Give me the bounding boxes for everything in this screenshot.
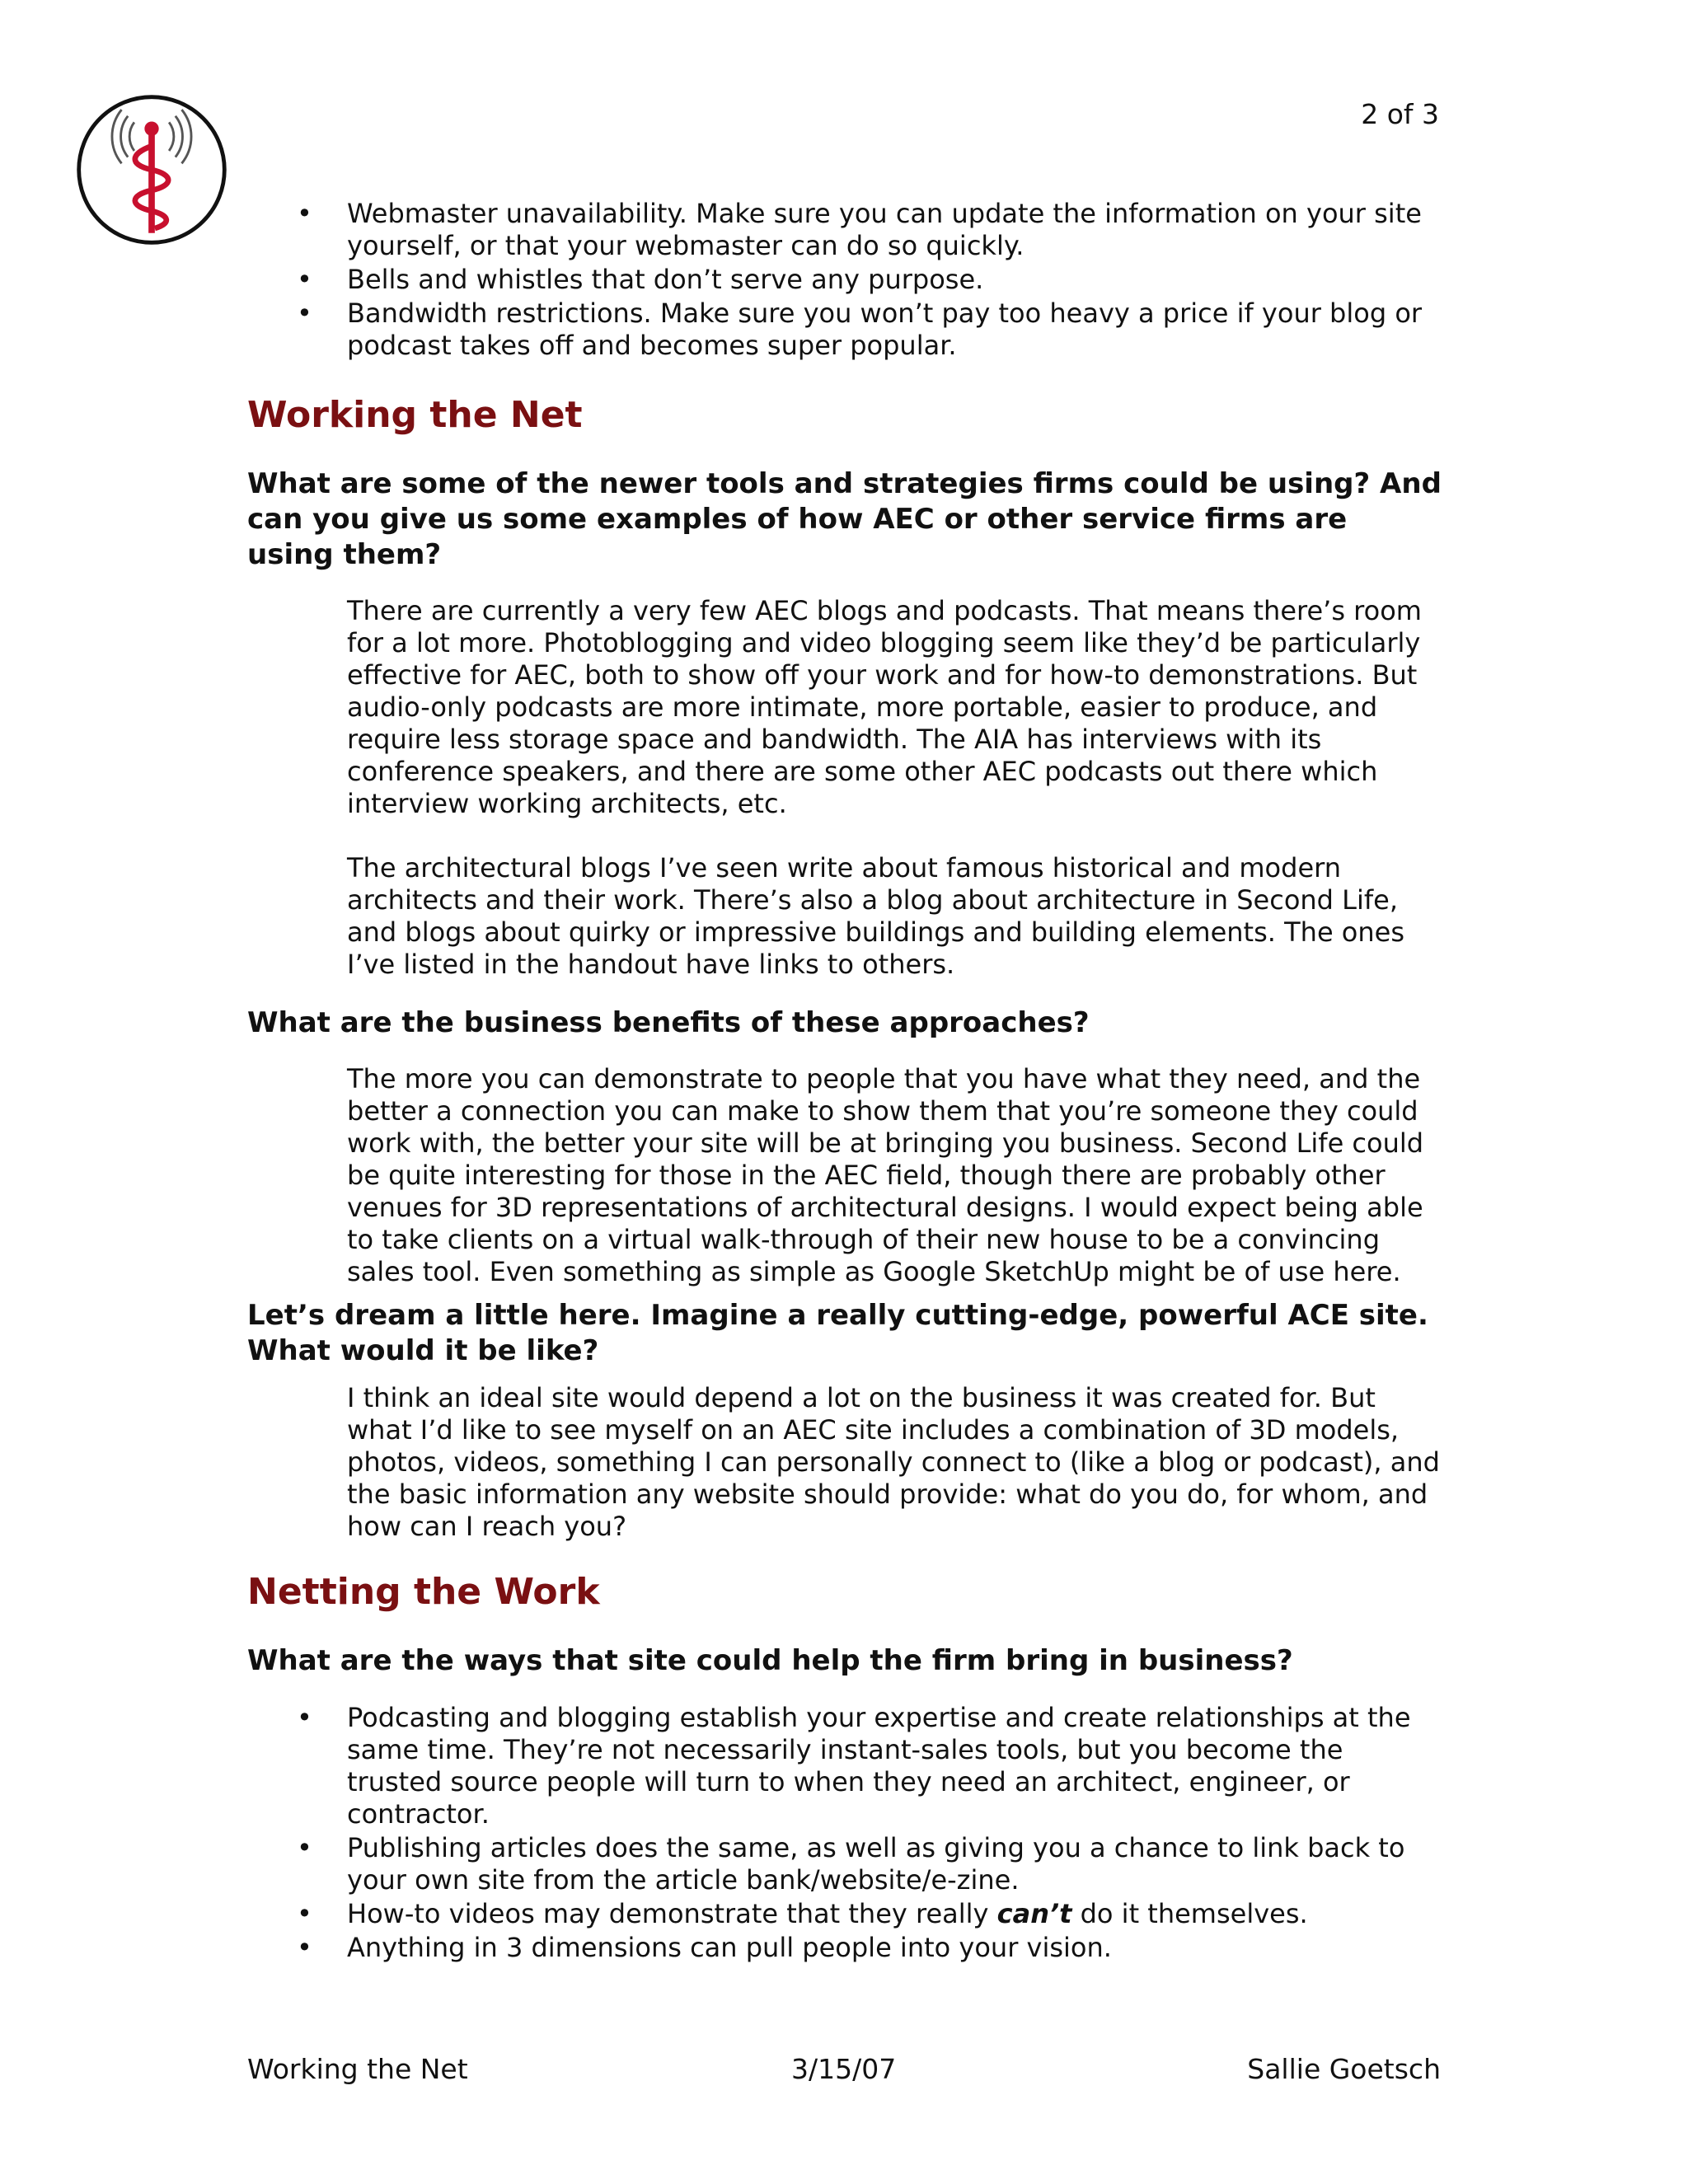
bullet-icon: • bbox=[297, 298, 312, 329]
page-number: 2 of 3 bbox=[1361, 98, 1439, 130]
list-item bbox=[247, 1702, 1442, 1830]
staff-top-icon bbox=[144, 121, 158, 135]
bullet-icon: • bbox=[297, 1832, 312, 1863]
section-heading-netting-the-work: Netting the Work bbox=[247, 1571, 600, 1613]
answer-paragraph: I think an ideal site would depend a lot on the business it was created for. But what I’d like to see myself on an AEC site includes a combination of 3D models, photos, videos, something I can personally connect to (like a blog or podcast), and the basic information any website should provide: what do you do, for whom, and how can I reach you? bbox=[347, 1382, 1440, 1542]
question-heading: What are the business benefits of these approaches? bbox=[247, 1006, 1090, 1039]
question-heading: Let’s dream a little here. Imagine a really cutting-edge, powerful ACE site. What would it be like? bbox=[247, 1299, 1428, 1367]
bullet-icon: • bbox=[297, 1898, 312, 1929]
answer-paragraph: The more you can demonstrate to people that you have what they need, and the better a connection you can make to show them that you’re someone they could work with, the better your site will be at bringing you business. Second Life could be quite interesting for those in the AEC field, though there are probably other venues for 3D representations of architectural designs. I would expect being able to take clients on a virtual walk-through of their new house to be a convincing sales tool. Even something as simple as Google SketchUp might be of use here. bbox=[347, 1063, 1424, 1287]
page-footer bbox=[247, 2052, 1441, 2087]
list-item bbox=[247, 1932, 1442, 1964]
question-heading: What are some of the newer tools and strategies firms could be using? And can you give us some examples of how AEC or other service firms are using them? bbox=[247, 467, 1442, 571]
bullet-icon: • bbox=[297, 198, 312, 229]
list-item-text: Publishing articles does the same, as well as giving you a chance to link back to your own site from the article bank/website/e-zine. bbox=[347, 1832, 1405, 1896]
list-item-text: Anything in 3 dimensions can pull people into your vision. bbox=[347, 1932, 1112, 1963]
bullet-icon: • bbox=[297, 1702, 312, 1733]
emphasis-text: can’t bbox=[996, 1898, 1072, 1929]
caduceus-broadcast-logo bbox=[73, 91, 231, 249]
list-item-text-before: How-to videos may demonstrate that they really bbox=[347, 1898, 997, 1929]
bullet-icon: • bbox=[297, 264, 312, 295]
list-item bbox=[247, 1898, 1442, 1930]
section-heading-working-the-net: Working the Net bbox=[247, 394, 583, 436]
list-item bbox=[247, 264, 1442, 296]
footer-date: 3/15/07 bbox=[791, 2053, 897, 2085]
question-heading: What are the ways that site could help the firm bring in business? bbox=[247, 1644, 1293, 1677]
list-item-text-after: do it themselves. bbox=[1071, 1898, 1308, 1929]
list-item bbox=[247, 298, 1442, 362]
list-item bbox=[247, 1832, 1442, 1896]
footer-author: Sallie Goetsch bbox=[1247, 2053, 1441, 2085]
document-body bbox=[247, 198, 1442, 1966]
answer-paragraph: The architectural blogs I’ve seen write about famous historical and modern architects and their work. There’s also a blog about architecture in Second Life, and blogs about quirky or impressive buildings and building elements. The ones I’ve listed in the handout have links to others. bbox=[347, 852, 1405, 980]
list-item bbox=[247, 198, 1442, 262]
answer-paragraph: There are currently a very few AEC blogs and podcasts. That means there’s room for a lot more. Photoblogging and video blogging seem like they’d be particularly effective for AEC, both to show off your work and for how-to demonstrations. But audio-only podcasts are more intimate, more portable, easier to produce, and require less storage space and bandwidth. The AIA has interviews with its conference speakers, and there are some other AEC podcasts out there which interview working architects, etc. bbox=[347, 595, 1422, 819]
footer-title: Working the Net bbox=[247, 2053, 468, 2085]
list-item-text: Podcasting and blogging establish your expertise and create relationships at the same time. They’re not necessarily instant-sales tools, but you become the trusted source people will turn to when they need an architect, engineer, or contractor. bbox=[347, 1702, 1411, 1830]
list-item-text: Bandwidth restrictions. Make sure you won’t pay too heavy a price if your blog or podcast takes off and becomes super popular. bbox=[347, 298, 1423, 361]
list-item-text: Bells and whistles that don’t serve any purpose. bbox=[347, 264, 984, 295]
list-item-text: Webmaster unavailability. Make sure you can update the information on your site yourself, or that your webmaster can do so quickly. bbox=[347, 198, 1422, 261]
bullet-icon: • bbox=[297, 1932, 312, 1963]
intro-bullet-list bbox=[247, 198, 1442, 362]
business-bullet-list bbox=[247, 1702, 1442, 1964]
